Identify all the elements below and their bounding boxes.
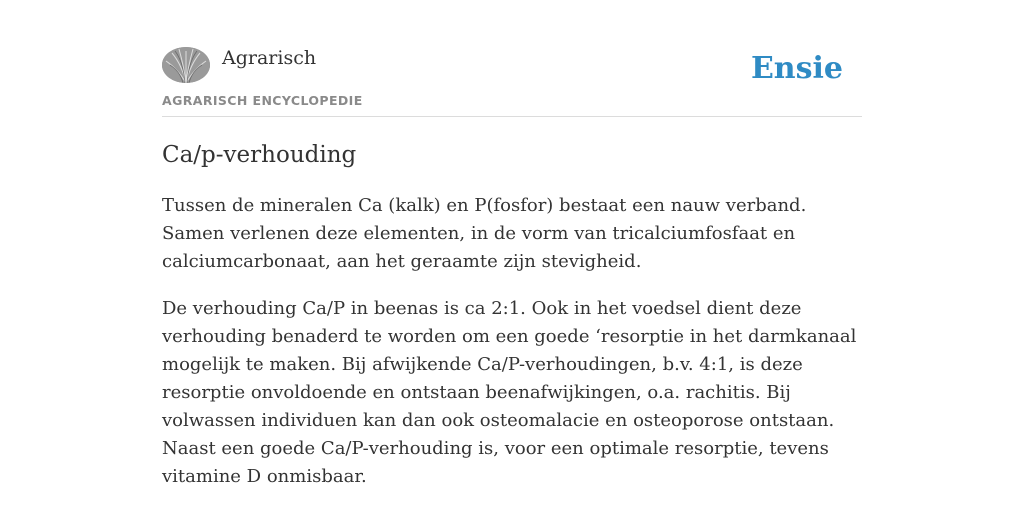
source-subtitle: AGRARISCH ENCYCLOPEDIE [162,93,363,108]
header [162,44,862,117]
wheat-plant-icon[interactable] [162,47,210,83]
brand-logo[interactable]: Ensie [750,51,843,86]
article-body [162,192,874,510]
article-paragraph: De verhouding Ca/P in beenas is ca 2:1. Ook in het voedsel dient deze verhouding benaderd te worden om een goede ‘resorptie in het darmkanaal mogelijk te maken. Bij afwijkende Ca/P-verhoudingen, b.v. 4:1, is deze resorptie onvoldoende en ontstaan beenafwijkingen, o.a. rachitis. Bij volwassen individuen kan dan ook osteomalacie en osteoporose ontstaan. Naast een goede Ca/P-verhouding is, voor een optimale resorptie, tevens vitamine D onmisbaar. [162,298,857,487]
article-title: Ca/p-verhouding [162,142,357,168]
source-name[interactable]: Agrarisch [222,47,317,69]
article-paragraph: Tussen de mineralen Ca (kalk) en P(fosfor) bestaat een nauw verband. Samen verlenen deze elementen, in de vorm van tricalciumfosfaat en calciumcarbonaat, aan het geraamte zijn stevigheid. [162,195,807,272]
